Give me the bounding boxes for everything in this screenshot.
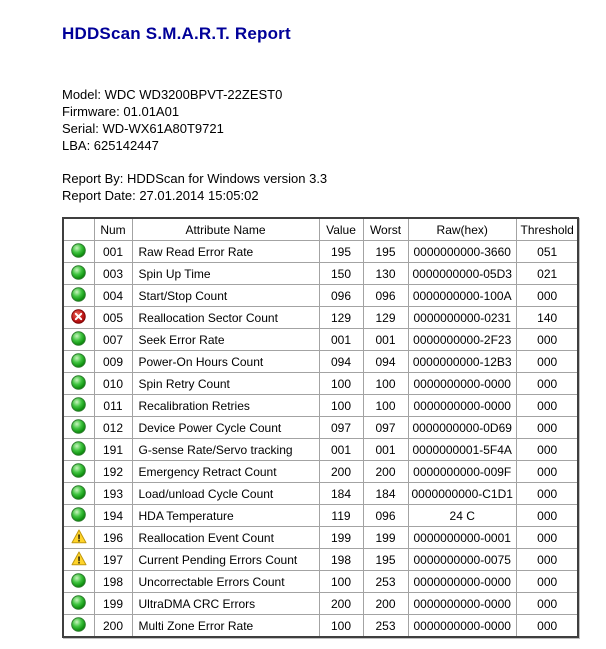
attribute-name-cell: Spin Retry Count (132, 373, 319, 395)
table-row (63, 329, 578, 351)
threshold-cell: 000 (516, 439, 578, 461)
status-cell (63, 527, 94, 549)
svg-text:!: ! (77, 532, 81, 544)
report-date-line: Report Date: 27.01.2014 15:05:02 (62, 188, 259, 203)
raw-cell: 0000000000-009F (408, 461, 516, 483)
status-cell (63, 615, 94, 638)
raw-cell: 0000000000-0000 (408, 373, 516, 395)
status-ok-icon (71, 507, 87, 522)
num-cell: 011 (94, 395, 132, 417)
table-row (63, 351, 578, 373)
smart-attribute-table (62, 217, 579, 638)
status-cell (63, 241, 94, 263)
raw-cell: 0000000000-12B3 (408, 351, 516, 373)
worst-cell: 096 (363, 505, 408, 527)
raw-cell: 0000000000-0000 (408, 593, 516, 615)
status-cell (63, 417, 94, 439)
num-cell: 198 (94, 571, 132, 593)
worst-cell: 184 (363, 483, 408, 505)
status-ok-icon (71, 287, 87, 302)
status-cell (63, 461, 94, 483)
num-cell: 194 (94, 505, 132, 527)
num-cell: 197 (94, 549, 132, 571)
worst-cell: 130 (363, 263, 408, 285)
raw-cell: 0000000000-05D3 (408, 263, 516, 285)
raw-cell: 24 C (408, 505, 516, 527)
status-column-header (63, 218, 94, 241)
attribute-name-cell: Current Pending Errors Count (132, 549, 319, 571)
worst-column-header: Worst (363, 218, 408, 241)
attribute-name-cell: Seek Error Rate (132, 329, 319, 351)
num-cell: 192 (94, 461, 132, 483)
value-cell: 200 (319, 461, 363, 483)
worst-cell: 199 (363, 527, 408, 549)
status-ok-icon (71, 243, 87, 258)
attribute-name-cell: Reallocation Event Count (132, 527, 319, 549)
attribute-name-cell: Uncorrectable Errors Count (132, 571, 319, 593)
status-cell (63, 263, 94, 285)
threshold-cell: 000 (516, 571, 578, 593)
table-row (63, 373, 578, 395)
threshold-cell: 000 (516, 417, 578, 439)
attribute-name-cell: Power-On Hours Count (132, 351, 319, 373)
status-ok-icon (71, 573, 87, 588)
num-cell: 004 (94, 285, 132, 307)
attribute-name-cell: Reallocation Sector Count (132, 307, 319, 329)
threshold-cell: 140 (516, 307, 578, 329)
report-info-block (62, 170, 606, 204)
num-cell: 200 (94, 615, 132, 638)
num-column-header: Num (94, 218, 132, 241)
table-row (63, 285, 578, 307)
raw-cell: 0000000001-5F4A (408, 439, 516, 461)
threshold-cell: 000 (516, 329, 578, 351)
value-cell: 097 (319, 417, 363, 439)
worst-cell: 129 (363, 307, 408, 329)
table-row (63, 615, 578, 638)
status-cell (63, 593, 94, 615)
drive-info-block (62, 86, 606, 154)
value-cell: 199 (319, 527, 363, 549)
status-cell (63, 351, 94, 373)
raw-cell: 0000000000-0000 (408, 395, 516, 417)
table-row (63, 395, 578, 417)
raw-cell: 0000000000-3660 (408, 241, 516, 263)
worst-cell: 100 (363, 395, 408, 417)
attribute-name-cell: UltraDMA CRC Errors (132, 593, 319, 615)
value-cell: 100 (319, 395, 363, 417)
table-row (63, 593, 578, 615)
status-cell (63, 571, 94, 593)
table-row (63, 571, 578, 593)
status-cell (63, 483, 94, 505)
worst-cell: 094 (363, 351, 408, 373)
raw-cell: 0000000000-100A (408, 285, 516, 307)
threshold-cell: 000 (516, 615, 578, 638)
firmware-line: Firmware: 01.01A01 (62, 104, 180, 119)
status-cell (63, 307, 94, 329)
worst-cell: 097 (363, 417, 408, 439)
threshold-cell: 000 (516, 395, 578, 417)
threshold-cell: 000 (516, 549, 578, 571)
num-cell: 001 (94, 241, 132, 263)
table-row (63, 263, 578, 285)
table-row (63, 439, 578, 461)
attribute-name-cell: HDA Temperature (132, 505, 319, 527)
num-cell: 191 (94, 439, 132, 461)
num-cell: 199 (94, 593, 132, 615)
lba-line: LBA: 625142447 (62, 138, 159, 153)
raw-cell: 0000000000-0001 (408, 527, 516, 549)
threshold-cell: 021 (516, 263, 578, 285)
attribute-column-header: Attribute Name (132, 218, 319, 241)
raw-cell: 0000000000-0231 (408, 307, 516, 329)
worst-cell: 096 (363, 285, 408, 307)
value-cell: 100 (319, 571, 363, 593)
value-cell: 195 (319, 241, 363, 263)
value-cell: 001 (319, 329, 363, 351)
status-cell (63, 285, 94, 307)
raw-cell: 0000000000-0000 (408, 615, 516, 638)
attribute-name-cell: Start/Stop Count (132, 285, 319, 307)
raw-column-header: Raw(hex) (408, 218, 516, 241)
attribute-name-cell: G-sense Rate/Servo tracking (132, 439, 319, 461)
value-cell: 184 (319, 483, 363, 505)
status-cell (63, 395, 94, 417)
attribute-name-cell: Raw Read Error Rate (132, 241, 319, 263)
attribute-name-cell: Spin Up Time (132, 263, 319, 285)
table-row (63, 483, 578, 505)
report-by-line: Report By: HDDScan for Windows version 3.3 (62, 171, 328, 186)
attribute-name-cell: Multi Zone Error Rate (132, 615, 319, 638)
threshold-cell: 000 (516, 373, 578, 395)
num-cell: 196 (94, 527, 132, 549)
raw-cell: 0000000000-0075 (408, 549, 516, 571)
status-cell (63, 549, 94, 571)
status-cell (63, 373, 94, 395)
num-cell: 003 (94, 263, 132, 285)
threshold-column-header: Threshold (516, 218, 578, 241)
value-cell: 096 (319, 285, 363, 307)
status-cell (63, 439, 94, 461)
status-ok-icon (71, 353, 87, 368)
status-ok-icon (71, 375, 87, 390)
value-column-header: Value (319, 218, 363, 241)
model-line: Model: WDC WD3200BPVT-22ZEST0 (62, 87, 283, 102)
num-cell: 012 (94, 417, 132, 439)
raw-cell: 0000000000-0000 (408, 571, 516, 593)
page-title: HDDScan S.M.A.R.T. Report (62, 24, 291, 43)
table-row (63, 461, 578, 483)
status-warning-icon (71, 529, 87, 544)
status-ok-icon (71, 265, 87, 280)
value-cell: 100 (319, 615, 363, 638)
status-ok-icon (71, 595, 87, 610)
table-row (63, 549, 578, 571)
threshold-cell: 000 (516, 505, 578, 527)
status-warning-icon (71, 551, 87, 566)
status-ok-icon (71, 419, 87, 434)
worst-cell: 253 (363, 615, 408, 638)
threshold-cell: 000 (516, 593, 578, 615)
table-row (63, 505, 578, 527)
value-cell: 129 (319, 307, 363, 329)
value-cell: 200 (319, 593, 363, 615)
table-row (63, 527, 578, 549)
table-row (63, 307, 578, 329)
status-cell (63, 505, 94, 527)
threshold-cell: 000 (516, 351, 578, 373)
threshold-cell: 000 (516, 285, 578, 307)
svg-text:!: ! (77, 554, 81, 566)
worst-cell: 001 (363, 329, 408, 351)
worst-cell: 200 (363, 593, 408, 615)
attribute-name-cell: Load/unload Cycle Count (132, 483, 319, 505)
num-cell: 009 (94, 351, 132, 373)
serial-line: Serial: WD-WX61A80T9721 (62, 121, 224, 136)
status-ok-icon (71, 331, 87, 346)
attribute-name-cell: Recalibration Retries (132, 395, 319, 417)
worst-cell: 200 (363, 461, 408, 483)
raw-cell: 0000000000-C1D1 (408, 483, 516, 505)
num-cell: 010 (94, 373, 132, 395)
table-row (63, 417, 578, 439)
value-cell: 119 (319, 505, 363, 527)
raw-cell: 0000000000-0D69 (408, 417, 516, 439)
worst-cell: 100 (363, 373, 408, 395)
status-ok-icon (71, 397, 87, 412)
table-row (63, 241, 578, 263)
value-cell: 198 (319, 549, 363, 571)
status-ok-icon (71, 463, 87, 478)
value-cell: 001 (319, 439, 363, 461)
status-error-icon (71, 309, 87, 324)
num-cell: 005 (94, 307, 132, 329)
num-cell: 193 (94, 483, 132, 505)
status-ok-icon (71, 441, 87, 456)
worst-cell: 253 (363, 571, 408, 593)
threshold-cell: 000 (516, 461, 578, 483)
attribute-name-cell: Device Power Cycle Count (132, 417, 319, 439)
num-cell: 007 (94, 329, 132, 351)
status-cell (63, 329, 94, 351)
threshold-cell: 051 (516, 241, 578, 263)
raw-cell: 0000000000-2F23 (408, 329, 516, 351)
smart-table-body (63, 241, 578, 638)
status-ok-icon (71, 617, 87, 632)
threshold-cell: 000 (516, 483, 578, 505)
status-ok-icon (71, 485, 87, 500)
worst-cell: 195 (363, 241, 408, 263)
value-cell: 100 (319, 373, 363, 395)
table-header-row (63, 218, 578, 241)
worst-cell: 001 (363, 439, 408, 461)
value-cell: 150 (319, 263, 363, 285)
worst-cell: 195 (363, 549, 408, 571)
value-cell: 094 (319, 351, 363, 373)
threshold-cell: 000 (516, 527, 578, 549)
attribute-name-cell: Emergency Retract Count (132, 461, 319, 483)
